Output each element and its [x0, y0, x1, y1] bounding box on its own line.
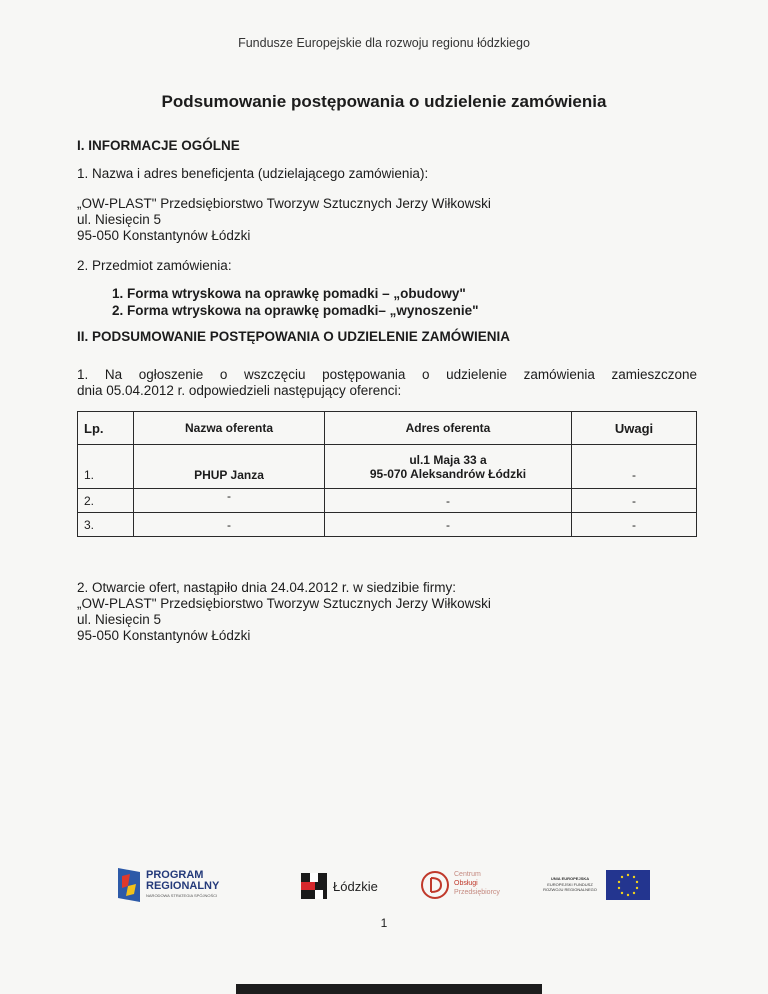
program-line-2: REGIONALNY: [146, 880, 220, 892]
header-line: Fundusze Europejskie dla rozwoju regionu łódzkiego: [238, 36, 530, 50]
program-line-1: PROGRAM: [146, 869, 204, 881]
cell-name: -: [134, 489, 325, 513]
question-2: 2. Przedmiot zamówienia:: [77, 258, 232, 273]
opening-line: 2. Otwarcie ofert, nastąpiło dnia 24.04.2012 r. w siedzibie firmy:: [77, 580, 456, 595]
opening-text: [77, 580, 491, 644]
header-notes: Uwagi: [572, 412, 697, 445]
question-1: 1. Nazwa i adres beneficjenta (udzielającego zamówienia):: [77, 166, 429, 181]
cell-notes: -: [572, 489, 697, 513]
opening-company: „OW-PLAST" Przedsiębiorstwo Tworzyw Sztucznych Jerzy Wiłkowski: [77, 596, 491, 611]
intro-line-2: dnia 05.04.2012 r. odpowiedzieli następujący oferenci:: [77, 383, 402, 398]
intro-text: [77, 367, 697, 399]
page-number: 1: [380, 916, 388, 930]
cell-lp: 1.: [78, 445, 134, 489]
opening-street: ul. Niesięcin 5: [77, 612, 162, 627]
table-row: [78, 489, 697, 513]
cell-notes: -: [572, 513, 697, 537]
program-regionalny-logo: [118, 866, 228, 906]
table-row: [78, 513, 697, 537]
subject-item: 1. Forma wtryskowa na oprawkę pomadki – „obudowy": [112, 286, 466, 301]
beneficiary-name: „OW-PLAST" Przedsiębiorstwo Tworzyw Sztucznych Jerzy Wiłkowski: [77, 196, 491, 211]
eu-line-1: UNIA EUROPEJSKA: [550, 876, 590, 881]
centrum-circle-icon: [420, 870, 450, 900]
header-address: Adres oferenta: [325, 412, 572, 445]
header-lp: Lp.: [78, 412, 134, 445]
offers-table: [77, 411, 697, 537]
cell-name: -: [134, 513, 325, 537]
beneficiary-street: ul. Niesięcin 5: [77, 212, 162, 227]
table-header-row: [78, 412, 697, 445]
lodzkie-logo: [301, 871, 391, 901]
eu-flag-icon: [606, 870, 650, 900]
cell-lp: 2.: [78, 489, 134, 513]
eu-line-3: ROZWOJU REGIONALNEGO: [543, 887, 597, 892]
opening-city: 95-050 Konstantynów Łódzki: [77, 628, 251, 643]
cell-address: -: [325, 489, 572, 513]
section-1-heading: I. INFORMACJE OGÓLNE: [77, 138, 240, 153]
lodzkie-mark-icon: [301, 873, 327, 899]
intro-line-1: 1. Na ogłoszenie o wszczęciu postępowania o udzielenie zamówienia zamieszczone: [77, 367, 697, 382]
subject-list: [112, 285, 479, 319]
centrum-obslugi-logo: [420, 868, 500, 902]
beneficiary-city: 95-050 Konstantynów Łódzki: [77, 228, 251, 243]
cell-name: PHUP Janza: [134, 445, 325, 489]
lodzkie-text: Łódzkie: [333, 879, 378, 894]
eu-line-2: EUROPEJSKI FUNDUSZ: [547, 882, 593, 887]
subject-item: 2. Forma wtryskowa na oprawkę pomadki– „wynoszenie": [112, 303, 479, 318]
centrum-line-1: Centrum: [454, 871, 481, 878]
cell-address: [325, 445, 572, 489]
scan-edge-bar: [236, 984, 542, 994]
centrum-line-3: Przedsiębiorcy: [454, 889, 500, 896]
cell-notes: -: [572, 445, 697, 489]
address-line-2: 95-070 Aleksandrów Łódzki: [369, 466, 527, 481]
address-line-1: ul.1 Maja 33 a: [409, 452, 487, 467]
centrum-line-2: Obsługi: [454, 880, 478, 887]
section-2-heading: II. PODSUMOWANIE POSTĘPOWANIA O UDZIELENIE ZAMÓWIENIA: [77, 329, 511, 344]
page-title: Podsumowanie postępowania o udzielenie zamówienia: [161, 92, 607, 111]
program-sub: NARODOWA STRATEGIA SPÓJNOŚCI: [146, 893, 218, 898]
eu-logo: [538, 870, 650, 902]
beneficiary-address: [77, 196, 491, 244]
program-flag-icon: [118, 868, 140, 902]
cell-lp: 3.: [78, 513, 134, 537]
header-name: Nazwa oferenta: [134, 412, 325, 445]
cell-address: -: [325, 513, 572, 537]
table-row: [78, 445, 697, 489]
